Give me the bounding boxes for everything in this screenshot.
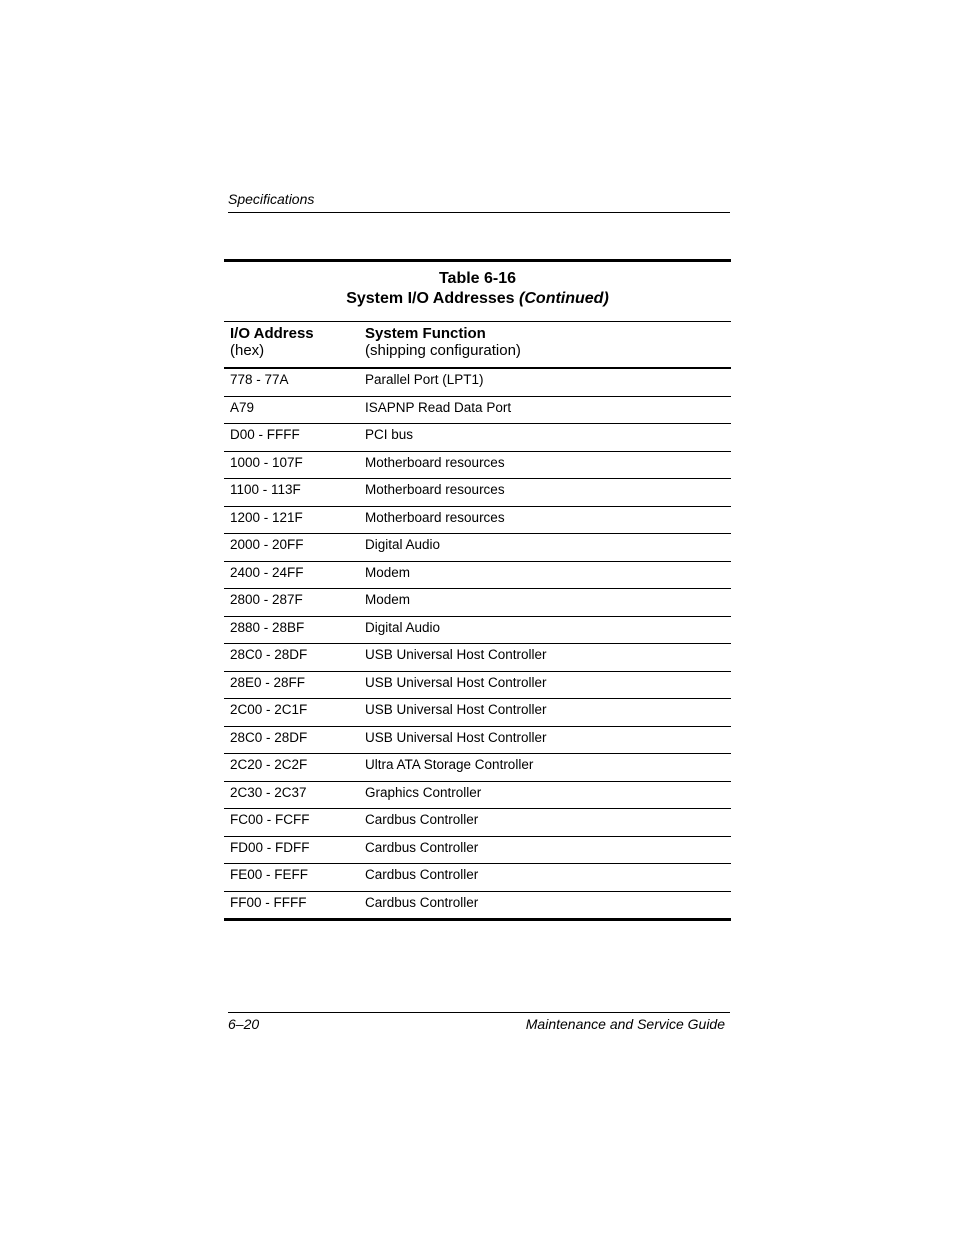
column-subheading: (shipping configuration) [365, 342, 521, 359]
io-address-cell: FE00 - FEFF [230, 867, 309, 882]
system-function-cell: Motherboard resources [365, 454, 505, 470]
io-address-cell: D00 - FFFF [230, 427, 300, 442]
table-title [224, 289, 731, 309]
table-row [224, 562, 731, 590]
table-body [224, 369, 731, 921]
io-address-cell: 2000 - 20FF [230, 537, 304, 552]
io-address-cell: 2C00 - 2C1F [230, 702, 308, 717]
io-address-cell: FC00 - FCFF [230, 812, 310, 827]
io-address-cell: 28C0 - 28DF [230, 729, 308, 745]
io-address-cell: 778 - 77A [230, 372, 289, 387]
system-function-cell: ISAPNP Read Data Port [365, 399, 512, 415]
table-row [224, 589, 731, 617]
column-header-address [230, 325, 314, 359]
column-subheading: (hex) [230, 342, 265, 359]
system-function-cell: Parallel Port (LPT1) [365, 372, 484, 387]
table-row [224, 424, 731, 452]
table-row [224, 617, 731, 645]
system-function-cell: Motherboard resources [365, 482, 505, 497]
table-continued: (Continued) [519, 290, 609, 307]
running-footer [228, 1012, 730, 1037]
running-header [228, 190, 730, 213]
system-function-cell: USB Universal Host Controller [365, 729, 547, 745]
system-function-cell: Digital Audio [365, 619, 441, 635]
table-row [224, 534, 731, 562]
io-address-cell: 28E0 - 28FF [230, 674, 306, 690]
io-address-cell: 2880 - 28BF [230, 619, 305, 635]
system-function-cell: Cardbus Controller [365, 894, 479, 910]
system-function-cell: Cardbus Controller [365, 812, 479, 827]
column-heading: System Function [365, 325, 486, 342]
table-row [224, 672, 731, 700]
io-address-cell: 2C30 - 2C37 [230, 784, 307, 800]
io-address-table [224, 259, 731, 921]
system-function-cell: Motherboard resources [365, 509, 505, 525]
system-function-cell: Ultra ATA Storage Controller [365, 757, 534, 772]
table-row [224, 892, 731, 922]
io-address-cell: FD00 - FDFF [230, 839, 310, 855]
table-row [224, 507, 731, 535]
table-row [224, 782, 731, 810]
system-function-cell: USB Universal Host Controller [365, 674, 547, 690]
io-address-cell: 1100 - 113F [230, 482, 301, 497]
table-row [224, 754, 731, 782]
column-heading: I/O Address [230, 325, 314, 342]
column-header-function [365, 325, 521, 359]
system-function-cell: PCI bus [365, 427, 414, 442]
table-row [224, 479, 731, 507]
table-row [224, 699, 731, 727]
page-number: 6–20 [228, 1016, 260, 1032]
system-function-cell: USB Universal Host Controller [365, 647, 547, 662]
io-address-cell: 1200 - 121F [230, 509, 303, 525]
table-row [224, 727, 731, 755]
system-function-cell: Graphics Controller [365, 784, 482, 800]
guide-title: Maintenance and Service Guide [525, 1016, 725, 1032]
system-function-cell: Cardbus Controller [365, 867, 479, 882]
system-function-cell: USB Universal Host Controller [365, 702, 547, 717]
io-address-cell: 2C20 - 2C2F [230, 757, 308, 772]
section-title: Specifications [228, 191, 315, 207]
table-row [224, 397, 731, 425]
table-row [224, 369, 731, 397]
system-function-cell: Modem [365, 592, 411, 607]
io-address-cell: A79 [230, 399, 255, 415]
table-row [224, 837, 731, 865]
io-address-cell: FF00 - FFFF [230, 894, 307, 910]
system-function-cell: Modem [365, 564, 411, 580]
table-row [224, 864, 731, 892]
io-address-cell: 2800 - 287F [230, 592, 303, 607]
system-function-cell: Cardbus Controller [365, 839, 479, 855]
table-number: Table 6-16 [438, 270, 517, 287]
table-row [224, 644, 731, 672]
table-row [224, 452, 731, 480]
table-title-text: System I/O Addresses [346, 290, 515, 307]
system-function-cell: Digital Audio [365, 537, 441, 552]
io-address-cell: 1000 - 107F [230, 454, 303, 470]
table-row [224, 809, 731, 837]
io-address-cell: 28C0 - 28DF [230, 647, 308, 662]
table-header-row [224, 322, 731, 369]
table-caption [224, 262, 731, 322]
io-address-cell: 2400 - 24FF [230, 564, 304, 580]
